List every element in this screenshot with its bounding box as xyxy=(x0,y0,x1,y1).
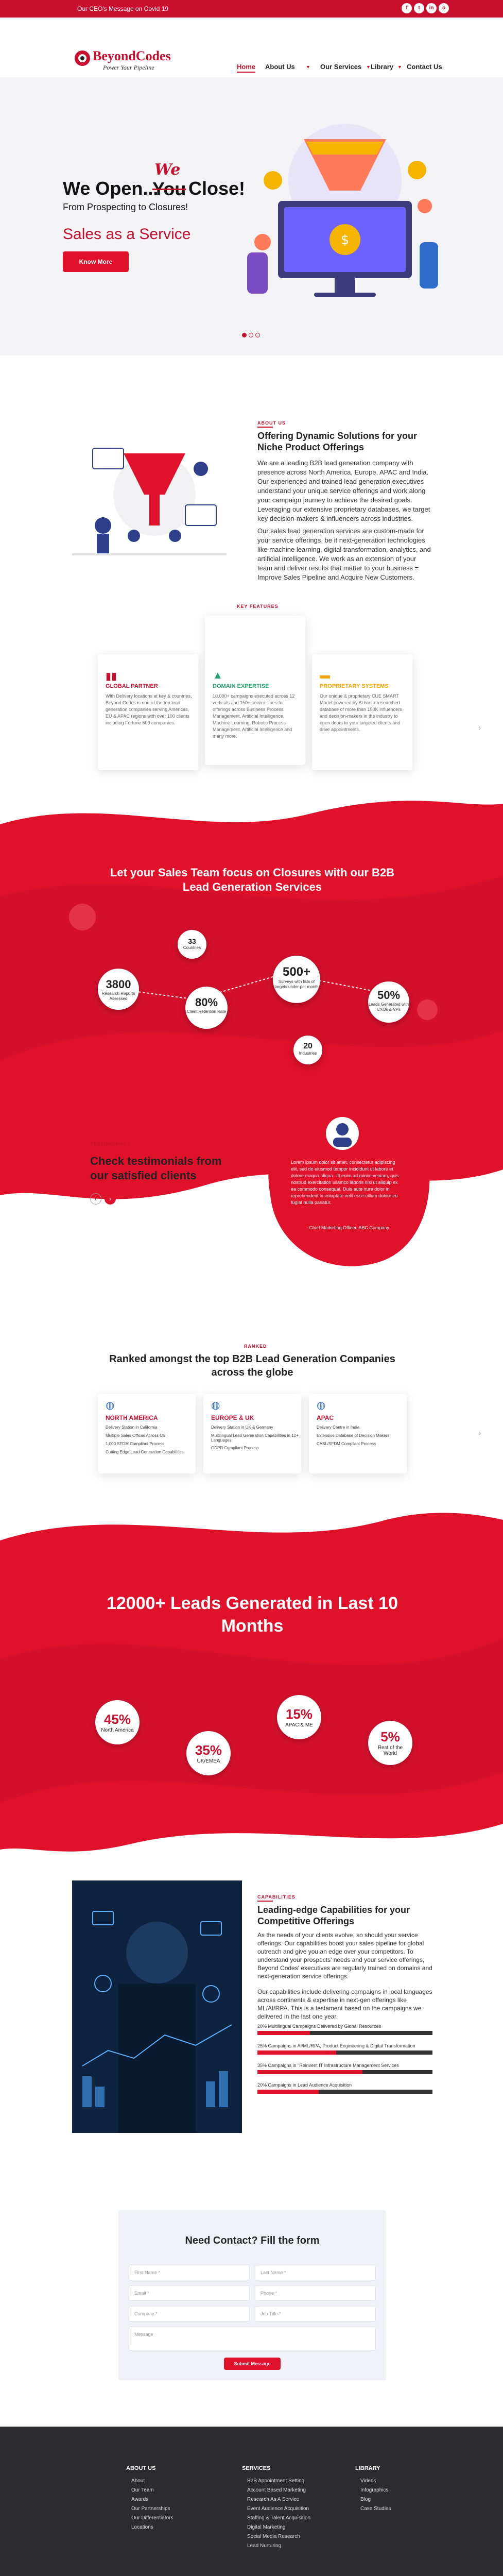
b2b-title: Let your Sales Team focus on Closures with our B2B Lead Generation Services xyxy=(110,866,395,893)
stat-label: Countries xyxy=(183,945,201,950)
footer-link[interactable]: Digital Marketing xyxy=(247,2524,286,2530)
stat-retention xyxy=(185,987,228,1029)
capability-bar-fill xyxy=(257,2090,319,2094)
feature-card-title: PROPRIETARY SYSTEMS xyxy=(320,683,389,689)
brand-logo-icon[interactable] xyxy=(74,49,91,67)
about-tag: ABOUT US xyxy=(257,420,286,426)
features-tag: KEY FEATURES xyxy=(237,604,279,609)
stat-reports xyxy=(98,969,139,1010)
stat-label: Rest of the World xyxy=(377,1745,403,1756)
region-item: Delivery Station in UK & Germany xyxy=(211,1425,273,1430)
testimonials-tag: TESTIMONIALS xyxy=(90,1141,131,1146)
stat-value: 15% xyxy=(285,1706,313,1722)
stat-value: 33 xyxy=(188,937,196,945)
stat-value: 500+ xyxy=(282,965,311,979)
region-title: EUROPE & UK xyxy=(211,1414,254,1421)
region-item: GDPR Compliant Process xyxy=(211,1446,259,1450)
hero-service-text: Sales as a Service xyxy=(63,226,191,243)
first-name-input[interactable]: First Name * xyxy=(129,2265,250,2280)
slider-dot-3[interactable] xyxy=(255,333,260,337)
region-item: Multilingual Lead Generation Capabilities in 12+ Languages xyxy=(211,1433,299,1443)
footer-link[interactable]: Event Audience Acquisition xyxy=(247,2506,309,2512)
stat-value: 20 xyxy=(303,1042,313,1050)
brand-name[interactable]: BeyondCodes xyxy=(93,48,171,63)
top-bar xyxy=(0,0,503,18)
leads-stat-rest-of-world xyxy=(368,1721,412,1765)
region-title: APAC xyxy=(317,1414,334,1421)
stat-label: North America xyxy=(101,1727,134,1733)
rocket-icon: ▲ xyxy=(213,670,223,681)
capability-bar-label: 20% Campaigns in Lead Audience Acquisition xyxy=(257,2082,352,2088)
stat-cxo-leads xyxy=(368,981,409,1023)
contact-title: Need Contact? Fill the form xyxy=(185,2235,320,2246)
footer-link[interactable]: Account Based Marketing xyxy=(247,2487,306,2493)
capabilities-tag: CAPABILITIES xyxy=(257,1894,296,1900)
stat-value: 5% xyxy=(380,1729,400,1744)
nav-about-us[interactable]: About Us xyxy=(265,63,295,71)
stat-label: Client Retention Rate xyxy=(186,1009,227,1014)
capabilities-title: Leading-edge Capabilities for your Competitive Offerings xyxy=(257,1905,410,1926)
stat-label: Surveys with lists of targets under per month xyxy=(274,979,319,989)
submit-message-button[interactable]: Submit Message xyxy=(224,2358,281,2370)
slider-dot-1[interactable] xyxy=(242,333,247,337)
leads-stat-apac-me xyxy=(277,1695,321,1739)
testimonial-author: - Chief Marketing Officer, ABC Company xyxy=(306,1225,389,1230)
twitter-icon[interactable]: t xyxy=(414,3,424,13)
footer-heading: LIBRARY xyxy=(355,2465,380,2471)
leads-stat-uk-emea xyxy=(186,1731,231,1775)
footer-link[interactable]: Social Media Research xyxy=(247,2534,300,2539)
footer-link[interactable]: About xyxy=(131,2478,145,2484)
slider-dot-2[interactable] xyxy=(249,333,253,337)
email-input[interactable]: Email * xyxy=(129,2285,250,2301)
footer-link[interactable]: Lead Nurturing xyxy=(247,2543,282,2549)
stat-surveys xyxy=(273,956,320,1003)
footer-link[interactable]: Our Differentiators xyxy=(131,2515,174,2521)
svg-text:$: $ xyxy=(340,232,350,248)
job-title-input[interactable]: Job Title * xyxy=(255,2306,376,2321)
stat-value: 35% xyxy=(195,1742,222,1758)
about-illustration xyxy=(72,433,227,556)
feature-card-text: Our unique & proprietary CUE SMART Model powered by Al has a researched database of more than 150K influencers and decision-makers in the industry to open doors to your targeted clients and drive appointments. xyxy=(320,693,402,732)
hero-subtitle: From Prospecting to Closures! xyxy=(63,202,188,212)
chevron-down-icon: ▼ xyxy=(306,64,310,70)
carousel-next-icon[interactable]: › xyxy=(479,724,481,732)
leads-title: 12000+ Leads Generated in Last 10 Months xyxy=(106,1594,398,1636)
stat-value: 80% xyxy=(195,996,218,1009)
about-paragraph-1: We are a leading B2B lead generation company with presence across North America, Europe, APAC and India. Our experienced and trained lead generation executives understand your unique service offerings and work along your campaign journey to achieve the desired goals. Leveraging our extensive proprietary databases, we target key decision-makers & influencers across industries. xyxy=(257,459,430,522)
stat-label: Research Reports Assessed xyxy=(101,991,135,1001)
region-title: NORTH AMERICA xyxy=(106,1414,158,1421)
globe-icon: ◍ xyxy=(211,1400,220,1411)
ranked-title: Ranked amongst the top B2B Lead Generation Companies across the globe xyxy=(109,1353,395,1378)
stat-industries xyxy=(293,1036,322,1064)
phone-input[interactable]: Phone * xyxy=(255,2285,376,2301)
stat-countries xyxy=(178,930,206,959)
region-item: CASL/SFDM Compliant Process xyxy=(317,1442,376,1446)
leads-wave-background xyxy=(0,1504,503,1855)
about-title: Offering Dynamic Solutions for your Niche Product Offerings xyxy=(257,431,418,452)
chevron-down-icon: ▼ xyxy=(397,64,402,70)
capability-bar-fill xyxy=(257,2050,336,2055)
ranked-tag: RANKED xyxy=(244,1344,267,1349)
footer-heading: SERVICES xyxy=(242,2465,271,2471)
feature-card-text: 10,000+ campaigns executed across 12 verticals and 150+ service lines for offerings across Business Process Management, Artificial Intelligence, Machine Learning, Robotic Process Management, Artificial Intelligence and many more. xyxy=(213,693,295,739)
bar-chart-icon: ▮▮ xyxy=(106,671,117,682)
footer-link[interactable]: Videos xyxy=(360,2478,376,2484)
feature-card-title: DOMAIN EXPERTISE xyxy=(213,683,269,689)
stat-label: Leads Generated with CXOs & VPs xyxy=(368,1002,409,1012)
capabilities-paragraph-1: As the needs of your clients evolve, so should your service offerings. Our capabilities boost your sales pipeline for global outreach and give you an edge over your competitors. To understand your prospects' needs and your service offerings, Beyond Codes' executives are regularly trained on domains and next-generation service offerings. xyxy=(257,1931,432,1980)
footer-link[interactable]: Infographics xyxy=(360,2487,389,2493)
footer-link[interactable]: B2B Appointment Setting xyxy=(247,2478,305,2484)
globe-icon: ◍ xyxy=(106,1400,115,1411)
company-input[interactable]: Company * xyxy=(129,2306,250,2321)
nav-contact-us[interactable]: Contact Us xyxy=(407,63,442,71)
stat-label: UK/EMEA xyxy=(197,1758,220,1764)
nav-our-services[interactable]: Our Services xyxy=(320,63,362,71)
footer-heading: ABOUT US xyxy=(126,2465,156,2471)
nav-library[interactable]: Library xyxy=(371,63,394,71)
other-social-icon[interactable]: o xyxy=(439,3,449,13)
feature-card xyxy=(205,616,305,765)
know-more-button[interactable]: Know More xyxy=(63,251,129,272)
leads-stat-north-america xyxy=(95,1700,140,1744)
about-paragraph-2: Our sales lead generation services are custom-made for your service offerings, be it next-generation technologies like machine learning, digital transformation, analytics, and artificial intelligence. We work as an extension of your team and deliver results that matter to your business = Improve Sales Pipeline and Acquire New Customers. xyxy=(257,527,431,581)
region-item: Cutting Edge Lead Generation Capabilities xyxy=(106,1450,184,1454)
capability-bar-label: 35% Campaigns in "Reinvent IT Infrastructure Management Services xyxy=(257,2063,399,2068)
chevron-down-icon: ▼ xyxy=(366,64,371,70)
capabilities-paragraph-2: Our capabilities include delivering campaigns in local languages across continents & expertise in next-gen offerings like ML/AI/RPA. This is a testament based on the campaigns we delivered in the last one year. xyxy=(257,1988,432,2020)
hero-illustration xyxy=(242,118,448,309)
footer-link[interactable]: Awards xyxy=(131,2497,149,2502)
region-item: Delivery Centre in India xyxy=(317,1425,360,1430)
stat-label: APAC & ME xyxy=(285,1722,313,1728)
stat-value: 45% xyxy=(103,1711,131,1727)
last-name-input[interactable]: Last Name * xyxy=(255,2265,376,2280)
capability-bar-label: 20% Multilingual Campaigns Delivered by Global Resources xyxy=(257,2024,381,2029)
footer-link[interactable]: Our Team xyxy=(131,2487,154,2493)
hero-struck-word: You xyxy=(152,178,186,199)
footer-link[interactable]: Our Partnerships xyxy=(131,2506,170,2512)
stat-value: 50% xyxy=(377,989,401,1002)
next-arrow-icon[interactable]: › xyxy=(105,1193,116,1205)
testimonial-quote: Lorem ipsum dolor sit amet, consectetur adipiscing elit, sed do eiusmod tempor incididunt ut labore et dolore magna aliqua. Ut enim ad minim veniam, quis nostrud exercitation ullamco laboris nisi ut aliquip ex ea commodo consequat. Duis aute irure dolor in reprehenderit in voluptate velit esse cillum dolore eu fugiat nulla pariatur. xyxy=(291,1160,399,1205)
tag-underline xyxy=(257,1901,273,1902)
nav-home[interactable]: Home xyxy=(237,63,255,73)
footer-link[interactable]: Locations xyxy=(131,2524,153,2530)
footer-link[interactable]: Case Studies xyxy=(360,2506,391,2512)
capability-bar-label: 25% Campaigns in AI/ML/RPA, Product Engineering & Digital Transformation xyxy=(257,2043,415,2048)
tag-underline xyxy=(257,427,273,428)
facebook-icon[interactable]: f xyxy=(402,3,412,13)
brand-tagline: Power Your Pipeline xyxy=(103,64,154,71)
folder-icon: ▬ xyxy=(320,670,330,681)
region-item: Extensive Database of Decision Makers xyxy=(317,1433,390,1438)
capability-bar-fill xyxy=(257,2070,362,2074)
region-item: Multiple Sales Offices Across US xyxy=(106,1433,166,1438)
stat-label: Industries xyxy=(299,1051,317,1056)
hero-close-word: Close! xyxy=(188,178,246,199)
region-item: Delivery Station in California xyxy=(106,1425,158,1430)
globe-icon: ◍ xyxy=(317,1400,326,1411)
capabilities-image xyxy=(72,1880,242,2133)
prev-arrow-icon[interactable]: ‹ xyxy=(90,1193,101,1205)
footer-link[interactable]: Blog xyxy=(360,2497,371,2502)
linkedin-icon[interactable]: in xyxy=(426,3,437,13)
testimonials-title: Check testimonials from our satisfied clients xyxy=(90,1155,222,1182)
footer-link[interactable]: Research As A Service xyxy=(247,2497,300,2502)
capability-bar-fill xyxy=(257,2031,310,2035)
feature-card-text: With Delivery locations at key & countries, Beyond Codes is one of the top lead generation companies serving Americas, EU & APAC regions with over 100 clients including Fortune 500 companies. xyxy=(106,693,192,725)
stat-value: 3800 xyxy=(106,978,131,991)
hero-headline: We Open... xyxy=(63,178,159,199)
ceo-message-link[interactable]: Our CEO's Message on Covid 19 xyxy=(77,5,169,12)
footer-link[interactable]: Staffing & Talent Acquisition xyxy=(247,2515,311,2521)
feature-card-title: GLOBAL PARTNER xyxy=(106,683,158,689)
message-textarea[interactable]: Message xyxy=(129,2327,376,2350)
hero-inserted-word: We xyxy=(154,161,181,179)
carousel-next-icon[interactable]: › xyxy=(479,1430,481,1437)
region-item: 1,000 SFDM Compliant Process xyxy=(106,1442,165,1446)
